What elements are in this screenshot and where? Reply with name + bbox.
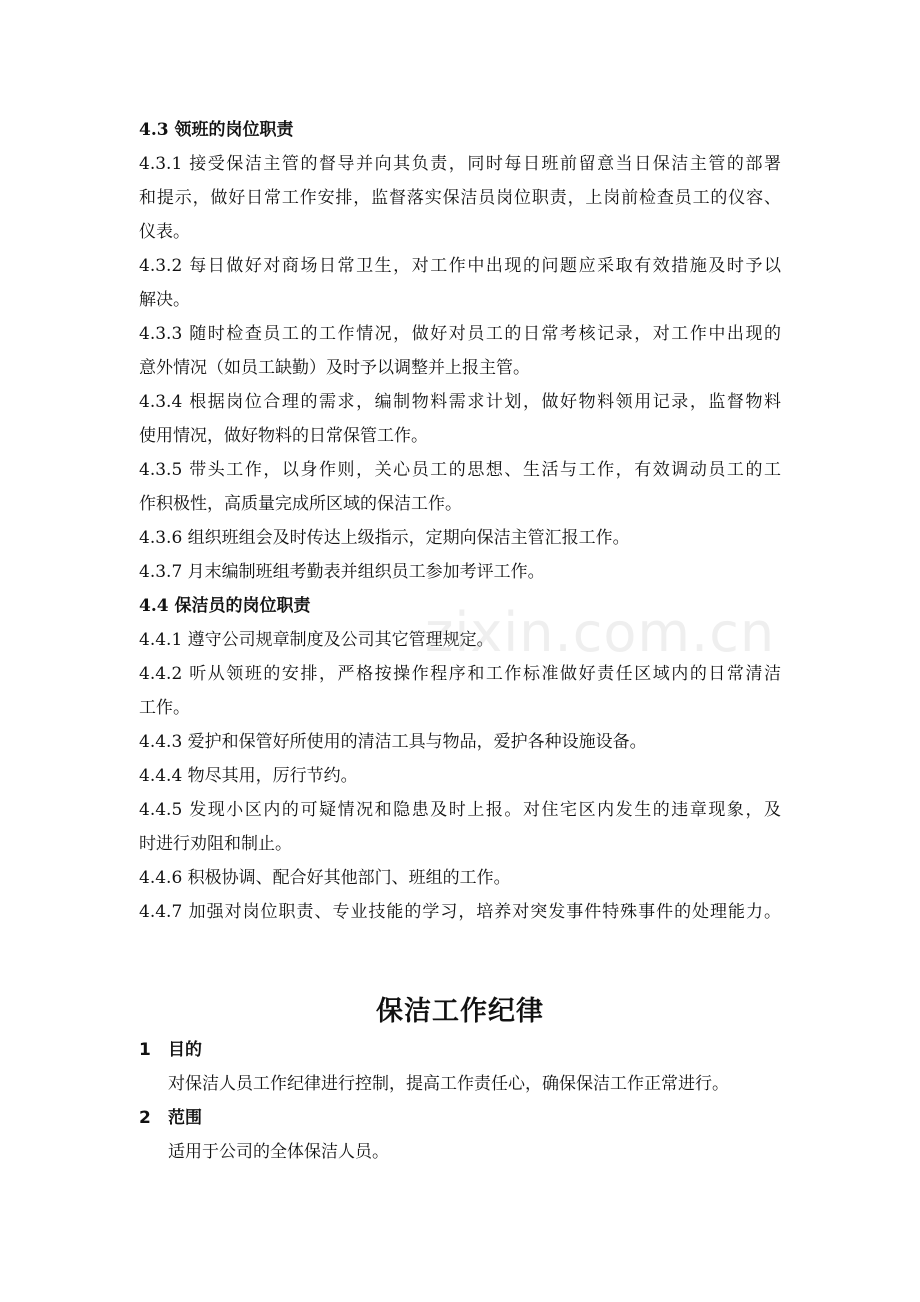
- section-1-body: 对保洁人员工作纪律进行控制，提高工作责任心，确保保洁工作正常进行。: [168, 1074, 729, 1094]
- paragraph-4-4-2-line1: 4.4.2 听从领班的安排，严格按操作程序和工作标准做好责任区域内的日常清洁: [139, 664, 781, 684]
- section-2-heading: 范围: [168, 1108, 202, 1128]
- paragraph-4-4-4: 4.4.4 物尽其用，厉行节约。: [139, 766, 358, 786]
- paragraph-4-4-2-line2: 工作。: [139, 698, 190, 718]
- section-heading-4-4: 4.4 保洁员的岗位职责: [139, 596, 311, 616]
- document-title: 保洁工作纪律: [376, 996, 544, 1027]
- section-1-number: 1: [139, 1040, 151, 1060]
- paragraph-4-3-1-line2: 和提示，做好日常工作安排，监督落实保洁员岗位职责，上岗前检查员工的仪容、: [139, 188, 781, 208]
- paragraph-4-3-7: 4.3.7 月末编制班组考勤表并组织员工参加考评工作。: [139, 562, 545, 582]
- paragraph-4-3-4-line1: 4.3.4 根据岗位合理的需求，编制物料需求计划，做好物料领用记录，监督物料: [139, 392, 781, 412]
- paragraph-4-3-5-line2: 作积极性，高质量完成所区域的保洁工作。: [139, 494, 462, 514]
- paragraph-4-3-1-line3: 仪表。: [139, 222, 190, 242]
- paragraph-4-3-4-line2: 使用情况，做好物料的日常保管工作。: [139, 426, 428, 446]
- paragraph-4-3-3-line1: 4.3.3 随时检查员工的工作情况，做好对员工的日常考核记录，对工作中出现的: [139, 324, 781, 344]
- paragraph-4-3-5-line1: 4.3.5 带头工作，以身作则，关心员工的思想、生活与工作，有效调动员工的工: [139, 460, 781, 480]
- paragraph-4-4-6: 4.4.6 积极协调、配合好其他部门、班组的工作。: [139, 868, 511, 888]
- section-2-number: 2: [139, 1108, 151, 1128]
- watermark-text: zixin.com.cn: [425, 601, 776, 664]
- paragraph-4-3-2-line1: 4.3.2 每日做好对商场日常卫生，对工作中出现的问题应采取有效措施及时予以: [139, 256, 781, 276]
- section-heading-4-3: 4.3 领班的岗位职责: [139, 120, 294, 140]
- paragraph-4-3-2-line2: 解决。: [139, 290, 190, 310]
- paragraph-4-4-1: 4.4.1 遵守公司规章制度及公司其它管理规定。: [139, 630, 494, 650]
- section-2-body: 适用于公司的全体保洁人员。: [168, 1142, 389, 1162]
- paragraph-4-4-7: 4.4.7 加强对岗位职责、专业技能的学习，培养对突发事件特殊事件的处理能力。: [139, 902, 781, 922]
- paragraph-4-3-3-line2: 意外情况（如员工缺勤）及时予以调整并上报主管。: [139, 358, 530, 378]
- paragraph-4-3-6: 4.3.6 组织班组会及时传达上级指示，定期向保洁主管汇报工作。: [139, 528, 630, 548]
- section-1-heading: 目的: [168, 1040, 202, 1060]
- paragraph-4-4-5-line2: 时进行劝阻和制止。: [139, 834, 292, 854]
- paragraph-4-3-1-line1: 4.3.1 接受保洁主管的督导并向其负责，同时每日班前留意当日保洁主管的部署: [139, 154, 781, 174]
- paragraph-4-4-5-line1: 4.4.5 发现小区内的可疑情况和隐患及时上报。对住宅区内发生的违章现象，及: [139, 800, 781, 820]
- paragraph-4-4-3: 4.4.3 爱护和保管好所使用的清洁工具与物品，爱护各种设施设备。: [139, 732, 647, 752]
